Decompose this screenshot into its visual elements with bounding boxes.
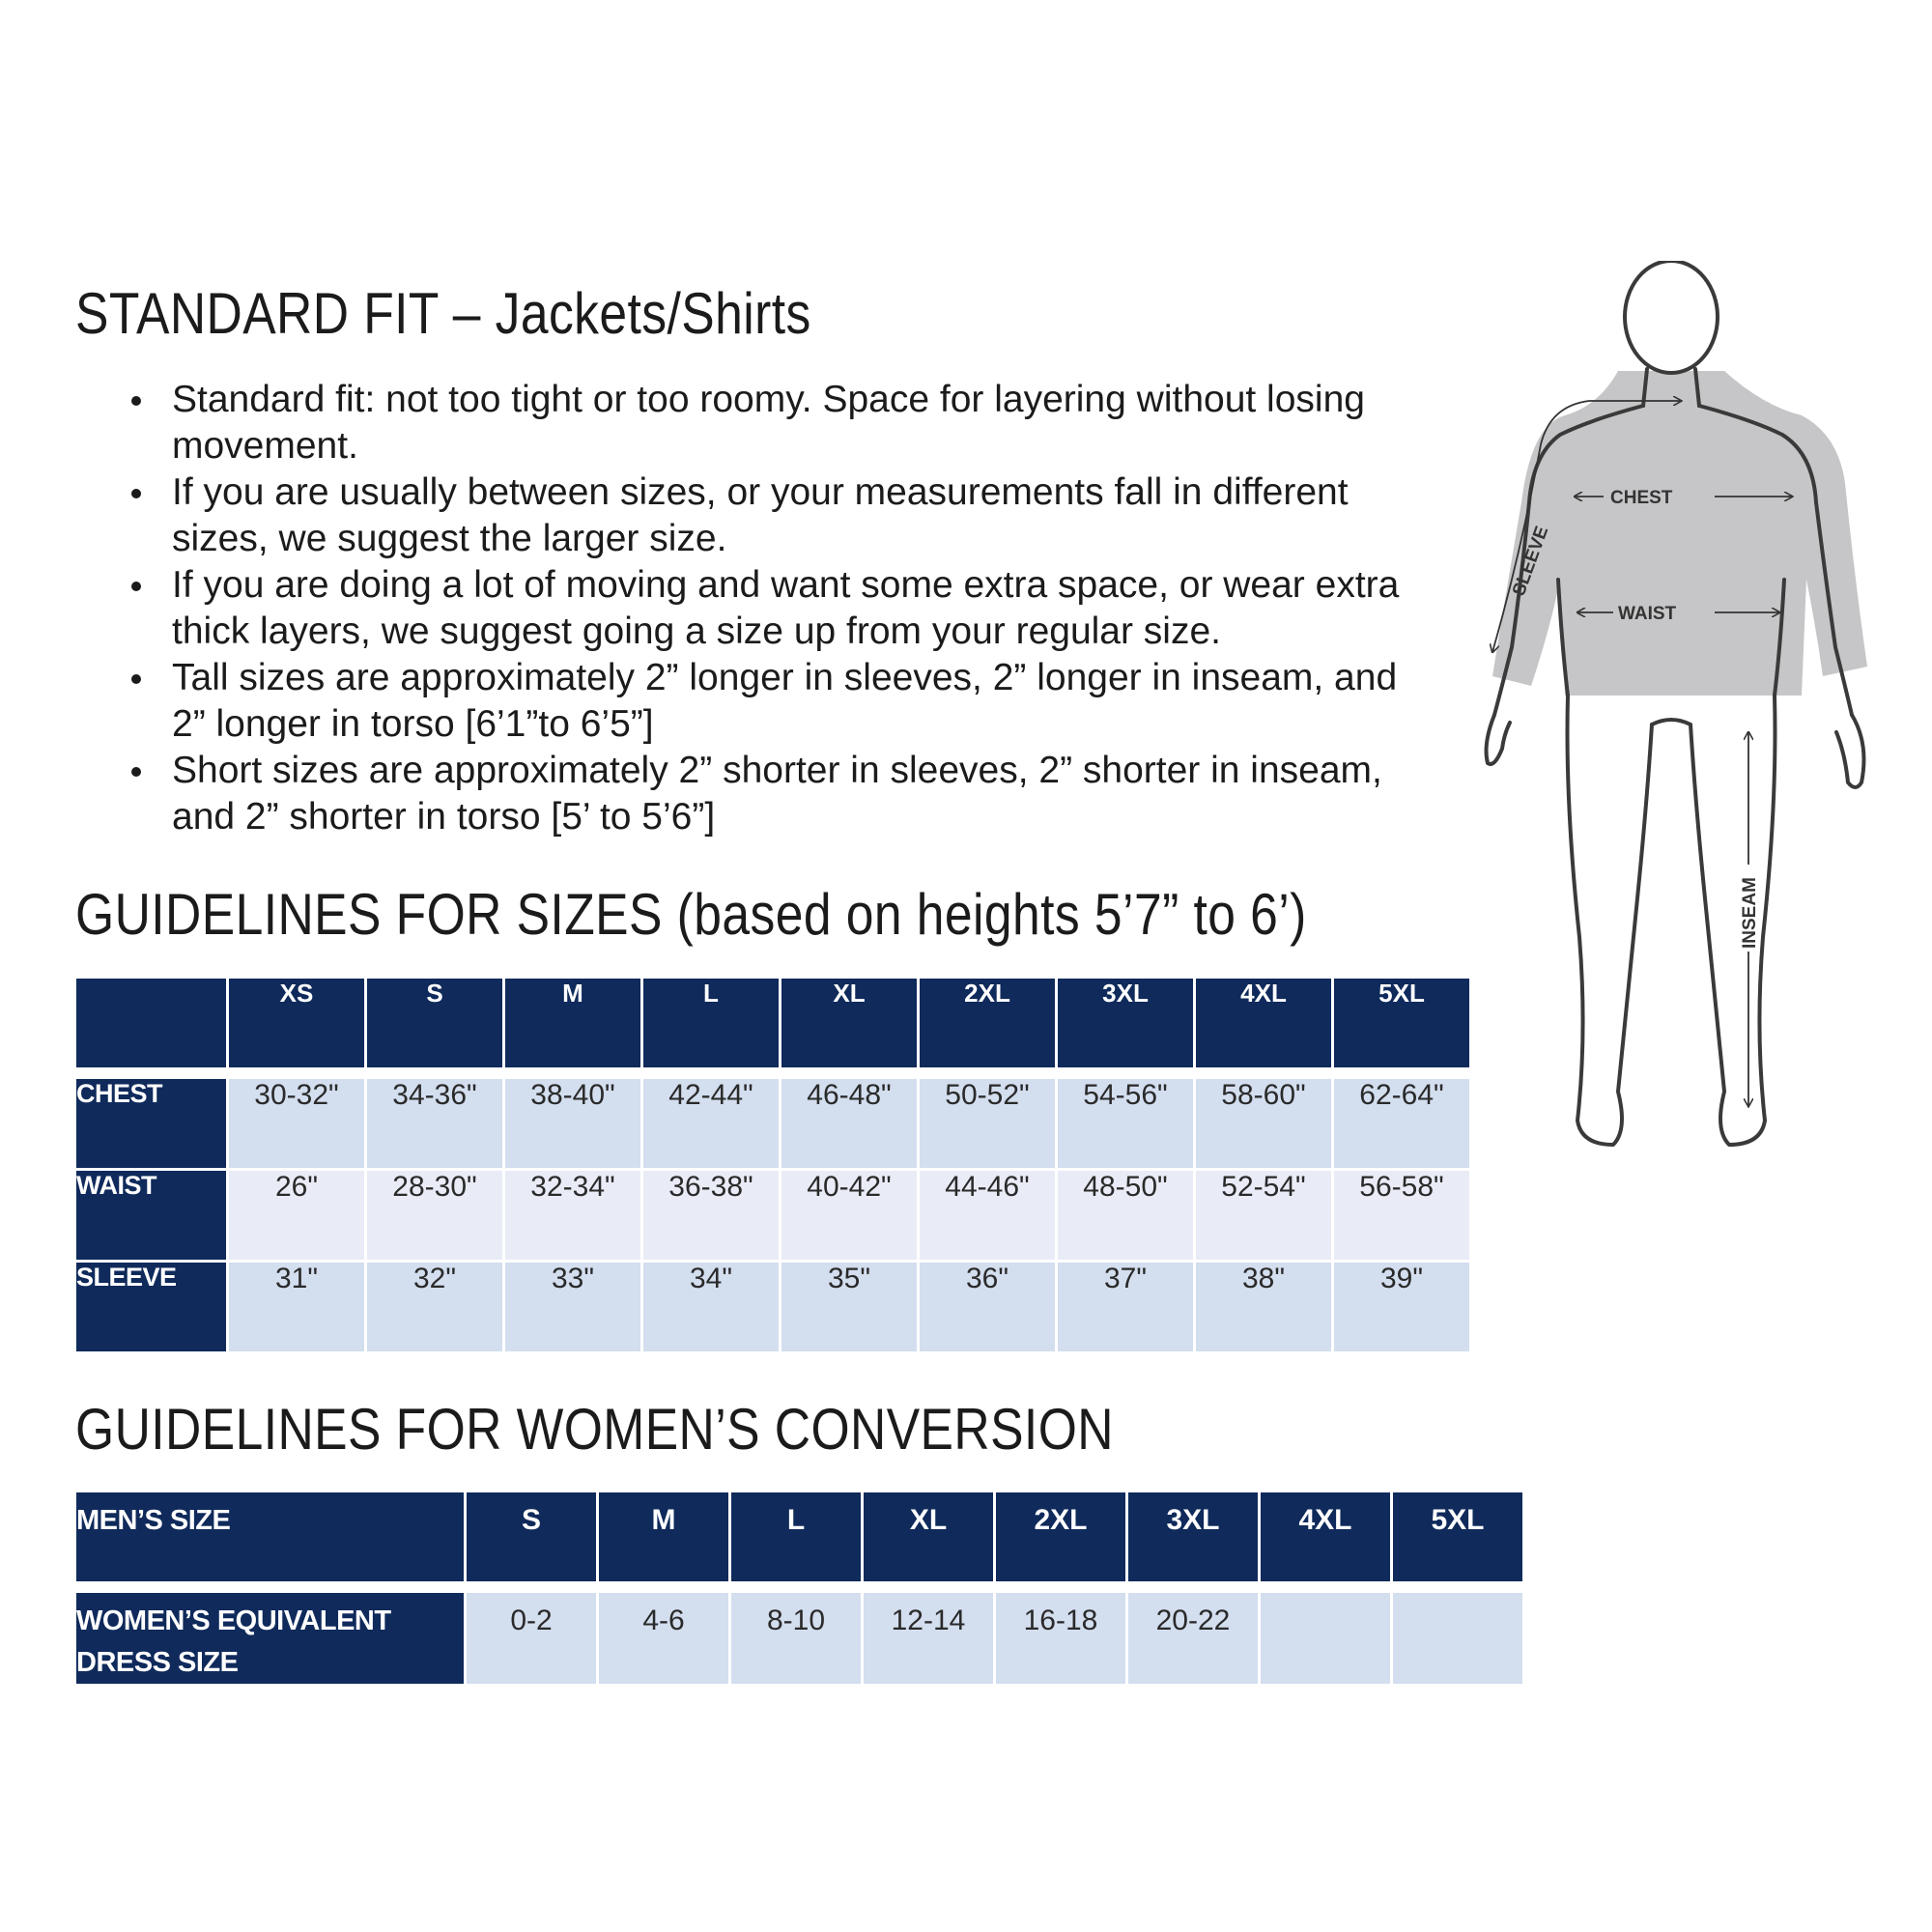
- table-cell: 56-58": [1334, 1171, 1469, 1260]
- table-cell: 16-18: [996, 1593, 1125, 1684]
- table-cell: 0-2: [467, 1593, 596, 1684]
- table-cell: 32": [367, 1263, 502, 1351]
- table-cell: 62-64": [1334, 1079, 1469, 1168]
- row-label-chest: CHEST: [76, 1079, 226, 1168]
- mens-size-m: M: [599, 1492, 728, 1581]
- table-cell: 40-42": [781, 1171, 917, 1260]
- table-cell: [1393, 1593, 1522, 1684]
- size-header-4xl: 4XL: [1196, 979, 1331, 1067]
- mens-size-xl: XL: [864, 1492, 993, 1581]
- table-cell: 20-22: [1128, 1593, 1258, 1684]
- table-cell: 36": [920, 1263, 1055, 1351]
- table-cell: 42-44": [643, 1079, 779, 1168]
- inseam-label: INSEAM: [1740, 877, 1760, 949]
- womens-equivalent-label: [76, 1593, 464, 1684]
- size-guidelines-title: GUIDELINES FOR SIZES (based on heights 5’7” to 6’): [75, 882, 1307, 947]
- table-cell: 31": [229, 1263, 364, 1351]
- fit-bullet: If you are usually between sizes, or your measurements fall in different sizes, we suggest the larger size.: [126, 469, 1410, 562]
- size-header-s: S: [367, 979, 502, 1067]
- waist-label: WAIST: [1618, 604, 1677, 624]
- body-measurement-figure: [1473, 261, 1879, 1169]
- size-header-l: L: [643, 979, 779, 1067]
- chest-label: CHEST: [1610, 488, 1673, 508]
- table-row-chest: [76, 1079, 1469, 1168]
- table-cell: 35": [781, 1263, 917, 1351]
- table-cell: 8-10: [731, 1593, 861, 1684]
- table-cell: 30-32": [229, 1079, 364, 1168]
- table-cell: 39": [1334, 1263, 1469, 1351]
- table-cell: 28-30": [367, 1171, 502, 1260]
- table-cell: 36-38": [643, 1171, 779, 1260]
- womens-conversion-title: GUIDELINES FOR WOMEN’S CONVERSION: [75, 1397, 1114, 1462]
- table-cell: 54-56": [1058, 1079, 1193, 1168]
- size-header-2xl: 2XL: [920, 979, 1055, 1067]
- row-label-sleeve: SLEEVE: [76, 1263, 226, 1351]
- table-cell: 37": [1058, 1263, 1193, 1351]
- size-header-m: M: [505, 979, 640, 1067]
- table-row-waist: [76, 1171, 1469, 1260]
- table-cell: [1261, 1593, 1390, 1684]
- table-cell: 32-34": [505, 1171, 640, 1260]
- mens-size-3xl: 3XL: [1128, 1492, 1258, 1581]
- fit-bullet-list: [126, 377, 1410, 840]
- table-cell: 50-52": [920, 1079, 1055, 1168]
- mens-size-4xl: 4XL: [1261, 1492, 1390, 1581]
- table-cell: 4-6: [599, 1593, 728, 1684]
- table-cell: 58-60": [1196, 1079, 1331, 1168]
- size-header-corner: [76, 979, 226, 1067]
- womens-equivalent-label-line2: DRESS SIZE: [76, 1647, 239, 1678]
- size-header-3xl: 3XL: [1058, 979, 1193, 1067]
- size-header-xs: XS: [229, 979, 364, 1067]
- row-label-waist: WAIST: [76, 1171, 226, 1260]
- table-cell: 26": [229, 1171, 364, 1260]
- fit-bullet: Tall sizes are approximately 2” longer in sleeves, 2” longer in inseam, and 2” longer in torso [6’1”to 6’5”]: [126, 655, 1410, 748]
- womens-equivalent-row: [76, 1593, 1522, 1684]
- mens-size-label: MEN’S SIZE: [76, 1492, 464, 1581]
- table-cell: 33": [505, 1263, 640, 1351]
- table-cell: 12-14: [864, 1593, 993, 1684]
- mens-size-2xl: 2XL: [996, 1492, 1125, 1581]
- table-cell: 34": [643, 1263, 779, 1351]
- mens-size-5xl: 5XL: [1393, 1492, 1522, 1581]
- table-cell: 38": [1196, 1263, 1331, 1351]
- fit-bullet: Short sizes are approximately 2” shorter in sleeves, 2” shorter in inseam, and 2” shorter in torso [5’ to 5’6”]: [126, 748, 1410, 840]
- table-cell: 48-50": [1058, 1171, 1193, 1260]
- standard-fit-title: STANDARD FIT – Jackets/Shirts: [75, 281, 811, 346]
- mens-size-s: S: [467, 1492, 596, 1581]
- womens-equivalent-label-line1: WOMEN’S EQUIVALENT: [76, 1605, 391, 1636]
- womens-conversion-table: [73, 1490, 1525, 1687]
- fit-bullet: If you are doing a lot of moving and want some extra space, or wear extra thick layers, we suggest going a size up from your regular size.: [126, 562, 1410, 655]
- mens-size-l: L: [731, 1492, 861, 1581]
- table-row-sleeve: [76, 1263, 1469, 1351]
- table-cell: 38-40": [505, 1079, 640, 1168]
- size-header-row: [76, 979, 1469, 1067]
- mens-size-header-row: [76, 1492, 1522, 1581]
- table-cell: 44-46": [920, 1171, 1055, 1260]
- size-header-5xl: 5XL: [1334, 979, 1469, 1067]
- fit-bullet: Standard fit: not too tight or too roomy. Space for layering without losing movement.: [126, 377, 1410, 469]
- sleeve-label: SLEEVE: [1508, 524, 1553, 599]
- table-cell: 52-54": [1196, 1171, 1331, 1260]
- table-cell: 34-36": [367, 1079, 502, 1168]
- size-header-xl: XL: [781, 979, 917, 1067]
- size-guidelines-table: [73, 976, 1472, 1354]
- table-cell: 46-48": [781, 1079, 917, 1168]
